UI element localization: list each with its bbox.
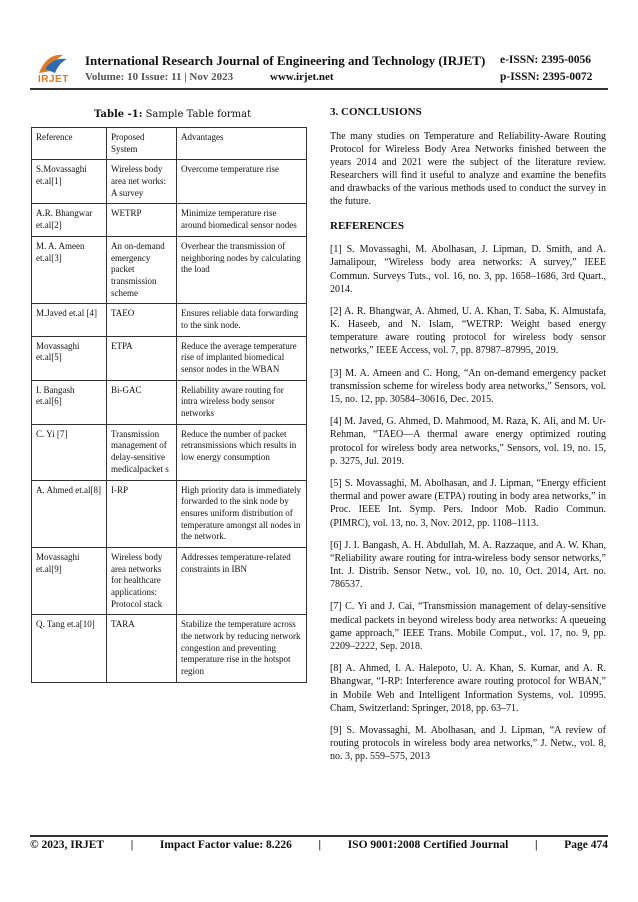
table-cell-system: Bi-GAC <box>107 380 177 424</box>
table-cell-reference: A. Ahmed et.al[8] <box>32 480 107 547</box>
table-cell-advantages: Reduce the number of packet retransmissions which results in low energy consumption <box>177 424 307 480</box>
reference-item: [3] M. A. Ameen and C. Hong, “An on-demand emergency packet transmission scheme for wireless body area networks,” Sensors, vol. 15, no. 12, pp. 30584–30616, Dec. 2015. <box>330 367 606 406</box>
reference-item: [6] J. I. Bangash, A. H. Abdullah, M. A. Razzaque, and A. W. Khan, “Reliability aware routing for intra-wireless body sensor networks,” Int. J. Distrib. Sensor Netw., vol. 10, no. 10, Oct. 2014, Art. no. 786537. <box>330 539 606 591</box>
footer-copyright: © 2023, IRJET <box>30 839 105 851</box>
table-cell-reference: C. Yi [7] <box>32 424 107 480</box>
conclusions-heading: 3. CONCLUSIONS <box>330 106 422 118</box>
table-cell-system: Wireless body area networks for healthcare applications: Protocol stack <box>107 547 177 614</box>
table-cell-reference: Q. Tang et.a[10] <box>32 615 107 682</box>
footer-impact-factor: Impact Factor value: 8.226 <box>159 839 292 851</box>
table-caption <box>94 109 251 120</box>
table-cell-reference: S.Movassaghi et.al[1] <box>32 160 107 204</box>
table-row <box>32 304 307 336</box>
table-cell-reference: A.R. Bhangwar et.al[2] <box>32 204 107 236</box>
pissn: p-ISSN: 2395-0072 <box>500 71 593 83</box>
table-cell-system: Transmission management of delay-sensitive medicalpacket s <box>107 424 177 480</box>
footer-page-number: Page 474 <box>564 839 608 851</box>
table-cell-advantages: Addresses temperature-related constraints in IBN <box>177 547 307 614</box>
footer-iso: ISO 9001:2008 Certified Journal <box>347 839 509 851</box>
table-row <box>32 480 307 547</box>
header-rule <box>30 88 608 90</box>
table-cell-system: An on-demand emergency packet transmission scheme <box>107 236 177 303</box>
table-row <box>32 236 307 303</box>
table-cell-reference: Movassaghi et.al[5] <box>32 336 107 380</box>
table-row <box>32 204 307 236</box>
journal-website: www.irjet.net <box>270 71 334 83</box>
conclusions-paragraph: The many studies on Temperature and Reliability-Aware Routing Protocol for Wireless Body Area Networks finished between the years 2014 and 2021 were the subject of the literature review. Researchers will find it useful to analyze and examine the benefits and drawbacks of the various methods used to conduct the survey in the future. <box>330 130 606 208</box>
logo-text: IRJET <box>38 74 69 85</box>
footer-rule <box>30 835 608 837</box>
journal-title: International Research Journal of Engineering and Technology (IRJET) <box>85 53 486 68</box>
table-cell-advantages: Reliability aware routing for intra wireless body sensor networks <box>177 380 307 424</box>
footer-separator: | <box>535 839 538 851</box>
table-cell-system: TAEO <box>107 304 177 336</box>
reference-item: [4] M. Javed, G. Ahmed, D. Mahmood, M. Raza, K. Ali, and M. Ur-Rehman, “TAEO—A thermal aware energy optimized routing protocol for wireless body area networks,” Sensors, vol. 19, no. 15, p. 3275, Jul. 2019. <box>330 416 606 467</box>
page-footer <box>30 839 608 851</box>
table-header-cell: Advantages <box>177 128 307 160</box>
reference-item: [9] S. Movassaghi, M. Abolhasan, and J. Lipman, “A review of routing protocols in wireless body area networks,” J. Netw., vol. 8, no. 3, pp. 559–575, 2013 <box>330 724 606 763</box>
table-cell-system: TARA <box>107 615 177 682</box>
page-header <box>0 0 638 90</box>
table-row <box>32 547 307 614</box>
table-row <box>32 424 307 480</box>
table-cell-reference: M.Javed et.al [4] <box>32 304 107 336</box>
references-heading: REFERENCES <box>330 219 404 232</box>
table-cell-advantages: Overhear the transmission of neighboring nodes by calculating the load <box>177 236 307 303</box>
sample-table <box>31 127 307 683</box>
table-cell-advantages: Ensures reliable data forwarding to the sink node. <box>177 304 307 336</box>
table-row <box>32 336 307 380</box>
footer-separator: | <box>318 839 322 851</box>
table-cell-system: I-RP <box>107 480 177 547</box>
table-row <box>32 380 307 424</box>
table-header-row <box>32 128 307 160</box>
table-caption-text: Sample Table format <box>142 109 252 120</box>
volume-issue: Volume: 10 Issue: 11 | Nov 2023 <box>85 71 234 83</box>
table-cell-system: Wireless body area net works: A survey <box>107 160 177 204</box>
table-cell-advantages: Reduce the average temperature rise of implanted biomedical sensor nodes in the WBAN <box>177 336 307 380</box>
table-cell-advantages: Stabilize the temperature across the network by reducing network congestion and preventing temperature rise in the hotspot region <box>177 615 307 682</box>
reference-item: [8] A. Ahmed, I. A. Halepoto, U. A. Khan, S. Kumar, and A. R. Bhangwar, “I-RP: Interference aware routing protocol for WBAN,” in Mobile Web and Intelligent Information Systems, vol. 10995. Cham, Switzerland: Springer, 2018, pp. 63–71. <box>330 663 606 714</box>
table-cell-system: ETPA <box>107 336 177 380</box>
table-header-cell: Reference <box>32 128 107 160</box>
right-column <box>330 105 606 773</box>
table-cell-advantages: Overcome temperature rise <box>177 160 307 204</box>
table-cell-reference: M. A. Ameen et.al[3] <box>32 236 107 303</box>
table-cell-reference: Movassaghi et.al[9] <box>32 547 107 614</box>
table-row <box>32 615 307 682</box>
reference-item: [2] A. R. Bhangwar, A. Ahmed, U. A. Khan, T. Saba, K. Almustafa, K. Haseeb, and N. Islam, “WETRP: Weight based energy temperature aware routing protocol for wireless body sensor networks,” IEEE Access, vol. 7, pp. 87987–87995, 2019. <box>330 305 606 357</box>
eissn: e-ISSN: 2395-0056 <box>500 54 592 66</box>
reference-item: [5] S. Movassaghi, M. Abolhasan, and J. Lipman, “Energy efficient thermal and power aware (ETPA) routing in body area networks,” in Proc. IEEE Int. Symp. Pers. Indoor Mob. Radio Commun. (PIMRC), vol. 13, no. 3, Nov. 2012, pp. 1108–1113. <box>330 477 606 529</box>
table-cell-system: WETRP <box>107 204 177 236</box>
table-row <box>32 160 307 204</box>
footer-separator: | <box>130 839 134 851</box>
table-cell-advantages: High priority data is immediately forwarded to the sink node by ensures uniform distribution of temperature amongst all nodes in the network. <box>177 480 307 547</box>
table-caption-label: Table -1: <box>94 109 143 120</box>
reference-item: [1] S. Movassaghi, M. Abolhasan, J. Lipman, D. Smith, and A. Jamalipour, “Wireless body area networks: A survey,” IEEE Commun. Surveys Tuts., vol. 16, no. 3, pp. 1658–1686, 3rd Quart., 2014. <box>330 244 606 295</box>
reference-item: [7] C. Yi and J. Cai, “Transmission management of delay-sensitive medical packets in beyond wireless body area networks: A queueing game approach,” IEEE Trans. Mobile Comput., vol. 17, no. 9, pp. 2209–2222, Sep. 2018. <box>330 601 606 653</box>
table-header-cell: Proposed System <box>107 128 177 160</box>
table-cell-advantages: Minimize temperature rise around biomedical sensor nodes <box>177 204 307 236</box>
table-cell-reference: I. Bangash et.al[6] <box>32 380 107 424</box>
